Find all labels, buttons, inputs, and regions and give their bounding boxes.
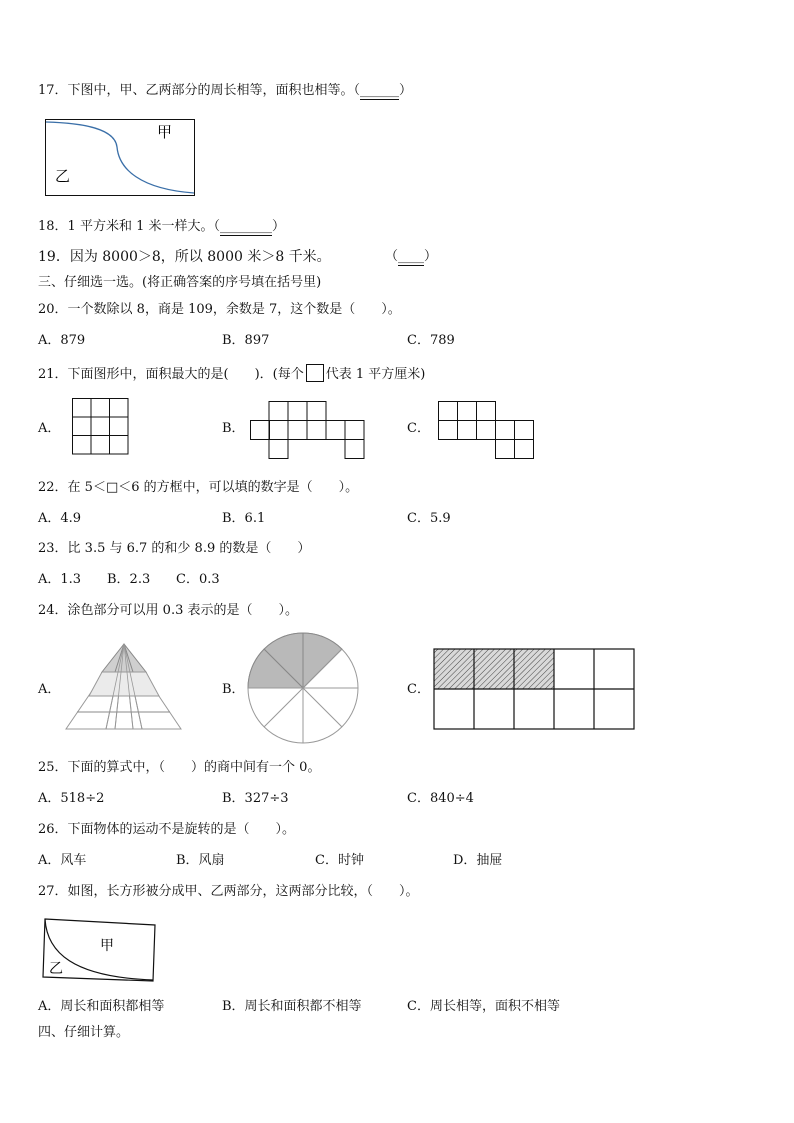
q25-option-a[interactable]: A．518÷2 [38,791,105,806]
q21-option-b[interactable]: B． [222,421,245,436]
q19-answer-blank[interactable]: ____ [398,249,425,264]
q18-statement: 18．1 平方米和 1 米一样大。（ [38,219,220,234]
q17-label-jia: 甲 [157,123,173,141]
q19-paren [385,249,437,266]
q17-text [38,83,412,100]
q27-label-yi: 乙 [49,961,63,977]
q18-text [38,219,285,236]
q27-option-a[interactable]: A．周长和面积都相等 [38,999,165,1014]
q21-option-c[interactable]: C． [407,421,430,436]
q21-figure-c [438,401,536,459]
q24-option-b[interactable]: B． [222,682,245,697]
q25-option-c[interactable]: C．840÷4 [407,791,474,806]
q22-option-c[interactable]: C．5.9 [407,511,451,526]
q21-figure-b [250,401,366,459]
q22-option-a[interactable]: A．4.9 [38,511,82,526]
q23-option-a[interactable]: A．1.3 [38,572,82,587]
q27-figure [42,917,158,983]
q19-statement: 19．因为 8000＞8，所以 8000 米＞8 千米。 [38,249,331,265]
q20-option-c[interactable]: C．789 [407,333,455,348]
q19-open: （ [385,249,399,264]
q24-figure-grid [433,648,635,730]
q24-figure-triangle [64,642,184,732]
q26-option-c[interactable]: C．时钟 [315,853,364,868]
q22-statement: 22．在 5＜□＜6 的方框中，可以填的数字是（ ）。 [38,480,359,495]
q23-option-c[interactable]: C．0.3 [176,572,220,587]
unit-square-icon [306,364,324,382]
section-4-heading: 四、仔细计算。 [38,1025,130,1040]
q27-statement: 27．如图，长方形被分成甲、乙两部分，这两部分比较，（ ）。 [38,884,419,899]
q26-statement: 26．下面物体的运动不是旋转的是（ ）。 [38,822,296,837]
q26-option-d[interactable]: D．抽屉 [453,853,503,868]
q25-statement: 25．下面的算式中，（ ）的商中间有一个 0。 [38,760,321,775]
q21-text [38,364,425,383]
q25-option-b[interactable]: B．327÷3 [222,791,289,806]
q27-option-b[interactable]: B．周长和面积都不相等 [222,999,362,1014]
q24-option-c[interactable]: C． [407,682,430,697]
q17-answer-blank[interactable]: ______ [360,83,400,98]
q19-close: ） [424,249,438,264]
q17-label-yi: 乙 [55,167,71,185]
q18-close: ） [271,219,285,234]
q21-statement-b: 代表 1 平方厘米) [325,367,426,382]
q24-statement: 24．涂色部分可以用 0.3 表示的是（ ）。 [38,603,298,618]
q20-statement: 20．一个数除以 8，商是 109，余数是 7，这个数是（ ）。 [38,302,401,317]
q24-figure-circle [246,631,360,745]
q23-option-b[interactable]: B．2.3 [107,572,151,587]
q17-figure [45,119,197,197]
q21-figure-a [72,398,130,456]
section-3-heading: 三、仔细选一选。(将正确答案的序号填在括号里) [38,275,322,290]
q17-statement: 17．下图中，甲、乙两部分的周长相等，面积也相等。（ [38,83,361,98]
q17-close: ） [399,83,413,98]
q20-option-a[interactable]: A．879 [38,333,86,348]
q26-option-b[interactable]: B．风扇 [176,853,225,868]
q26-option-a[interactable]: A．风车 [38,853,87,868]
q18-answer-blank[interactable]: ________ [219,219,272,234]
q21-statement-a: 21．下面图形中，面积最大的是( )．(每个 [38,367,304,382]
q27-option-c[interactable]: C．周长相等，面积不相等 [407,999,560,1014]
q24-option-a[interactable]: A． [38,682,61,697]
q27-label-jia: 甲 [100,938,114,954]
q23-statement: 23．比 3.5 与 6.7 的和少 8.9 的数是（ ） [38,541,311,556]
q22-option-b[interactable]: B．6.1 [222,511,266,526]
q21-option-a[interactable]: A． [38,421,61,436]
q20-option-b[interactable]: B．897 [222,333,270,348]
